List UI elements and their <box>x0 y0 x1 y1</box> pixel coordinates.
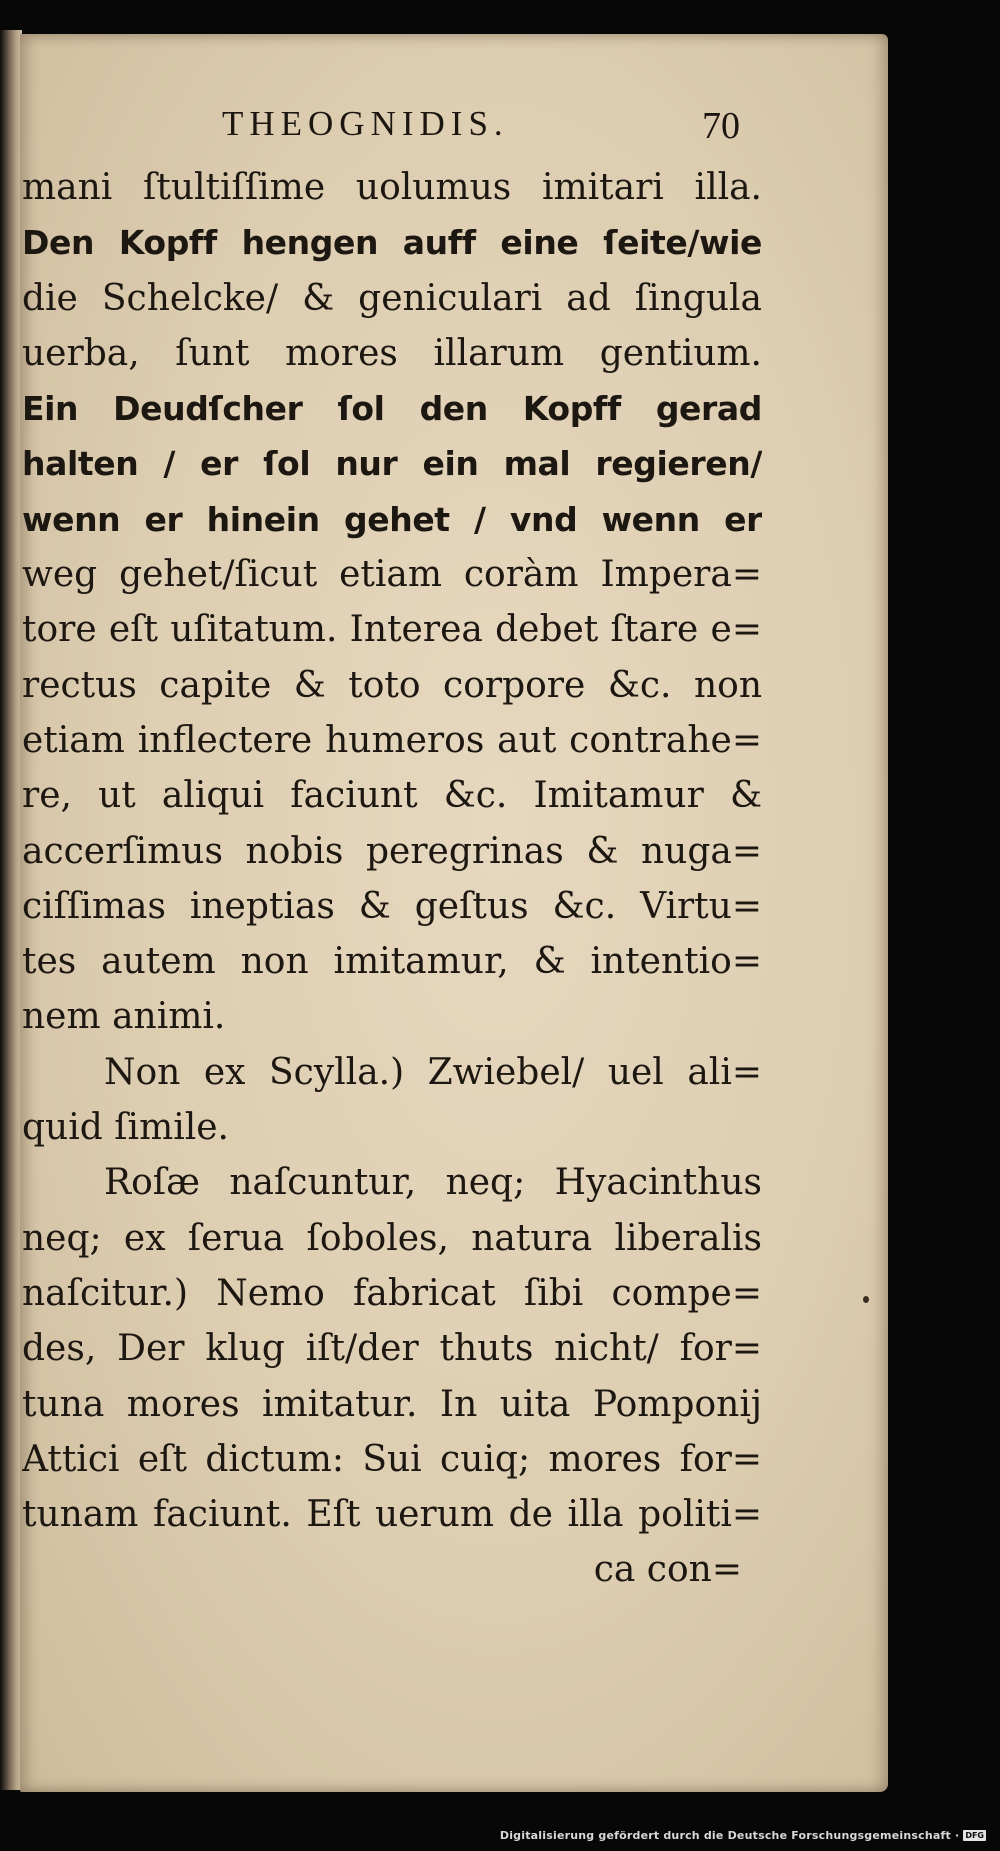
running-head <box>200 104 740 152</box>
text-line-8: weg gehet/ſicut etiam coràm Impera= <box>22 554 762 596</box>
text-line-12: re, ut aliqui faciunt &c. Imitamur & <box>22 775 762 817</box>
ink-spot <box>863 1296 869 1303</box>
text-line-3: die Schelcke/ & geniculari ad ſingula <box>22 277 762 319</box>
text-line-17: Non ex Scylla.) Zwiebel/ uel ali= <box>104 1051 762 1093</box>
text-line-1: mani ſtultiſſime uolumus imitari illa. <box>22 167 762 208</box>
footer-credit: Digitalisierung gefördert durch die Deutsche Forschungsgemeinschaft · <box>499 1828 960 1842</box>
text-line-15: tes autem non imitamur, & intentio= <box>22 941 762 983</box>
text-line-19: Roſæ naſcuntur, neq; Hyacinthus <box>104 1162 762 1204</box>
text-line-10: rectus capite & toto corpore &c. non <box>22 664 762 706</box>
text-line-23: tuna mores imitatur. In uita Pomponij <box>22 1383 762 1425</box>
text-line-18: quid ſimile. <box>22 1107 229 1149</box>
text-line-11: etiam inflectere humeros aut contrahe= <box>22 719 762 761</box>
digitization-footer <box>500 1827 986 1843</box>
text-line-5: Ein Deudſcher ſol den Kopff gerad <box>22 389 762 429</box>
running-title: THEOGNIDIS. <box>222 104 509 143</box>
text-line-16: nem animi. <box>22 996 226 1038</box>
dfg-logo: DFG <box>965 1830 984 1840</box>
text-line-7: wenn er hinein gehet / vnd wenn er <box>22 499 762 539</box>
text-line-22: des, Der klug iſt/der thuts nicht/ for= <box>22 1328 762 1370</box>
text-line-2: Den Kopff hengen auff eine ſeite/wie <box>22 223 762 263</box>
page-number: 70 <box>702 105 740 147</box>
text-line-9: tore eſt uſitatum. Interea debet ſtare e= <box>22 609 762 651</box>
text-line-6: halten / er ſol nur ein mal regieren/ <box>22 444 762 484</box>
text-block <box>22 160 762 1620</box>
text-line-24: Attici eſt dictum: Sui cuiq; mores for= <box>22 1438 762 1480</box>
text-line-25: tunam faciunt. Eſt uerum de illa politi= <box>22 1494 762 1536</box>
text-line-4: uerba, ſunt mores illarum gentium. <box>22 332 762 374</box>
catchword: ca con= <box>593 1549 742 1591</box>
text-line-21: naſcitur.) Nemo fabricat ſibi compe= <box>22 1272 762 1314</box>
book-gutter <box>0 30 22 1790</box>
text-line-14: ciſſimas ineptias & geſtus &c. Virtu= <box>22 885 762 927</box>
text-line-13: accerſimus nobis peregrinas & nuga= <box>22 830 762 872</box>
text-line-20: neq; ex ſerua ſoboles, natura liberalis <box>22 1217 762 1259</box>
